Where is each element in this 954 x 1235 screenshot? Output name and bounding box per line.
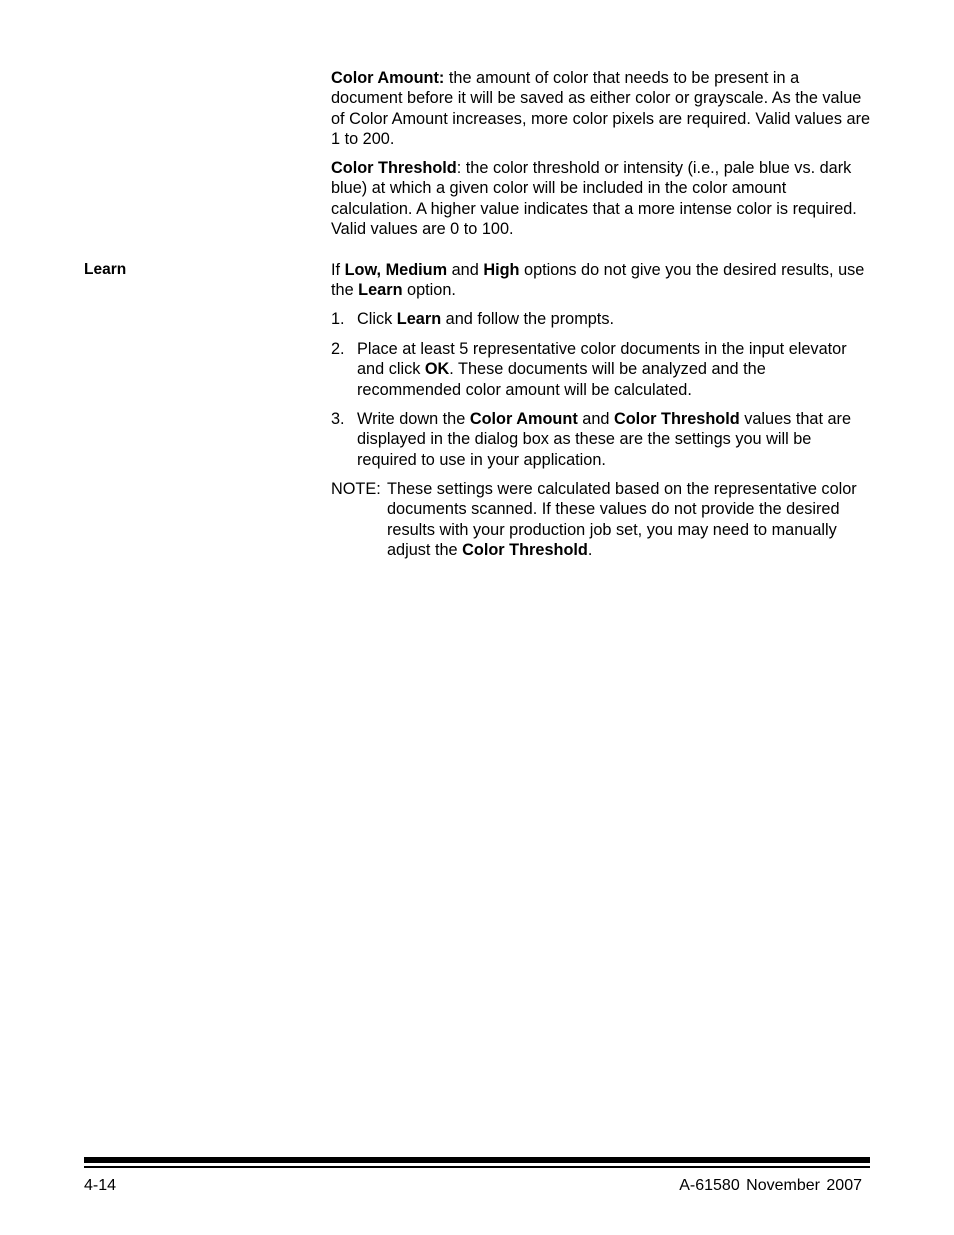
page-number: 4-14	[84, 1177, 117, 1194]
note-bold: Color Threshold	[462, 541, 588, 560]
learn-heading: Learn	[84, 261, 127, 278]
list-item	[331, 409, 871, 470]
color-threshold-paragraph	[331, 158, 871, 240]
step-number: 2.	[331, 340, 345, 358]
learn-step-1	[331, 309, 871, 329]
document-id-date: A-61580 November 2007	[679, 1177, 862, 1194]
color-threshold-definition	[331, 158, 871, 240]
color-threshold-text: : the color threshold or intensity (i.e., pale blue vs. dark blue) at which a given color will be included in the color amount calculation. A higher value indicates that a more intense color is required. Valid values are 0 to 100.	[331, 159, 857, 239]
color-amount-definition	[331, 68, 871, 150]
learn-intro-bold-3: Learn	[358, 281, 403, 300]
learn-intro-text-4: option.	[402, 281, 456, 300]
footer-rule-thick	[84, 1157, 870, 1163]
step-bold: Learn	[396, 310, 442, 328]
note-text-end: .	[587, 541, 593, 560]
color-threshold-term: Color Threshold	[331, 159, 457, 177]
note-paragraph	[331, 479, 871, 561]
step-text: and	[577, 410, 614, 428]
color-amount-text: the amount of color that needs to be present in a document before it will be saved as either color or grayscale. As the value of Color Amount increases, more color pixels are required. Valid values are 1 to 200.	[331, 69, 871, 149]
color-amount-paragraph	[331, 68, 871, 150]
list-item	[331, 309, 871, 329]
step-text: Click	[357, 310, 397, 328]
step-text: Place at least 5 representative color documents in the input elevator and click	[357, 340, 847, 379]
learn-intro-text-3: options do not give you the desired results, use the	[331, 261, 865, 300]
footer-rule-thin	[84, 1166, 870, 1168]
learn-intro-bold-1: Low, Medium	[344, 261, 448, 279]
step-bold: Color Amount	[469, 410, 578, 428]
learn-intro-text-2: and	[447, 261, 484, 279]
learn-intro-text-1: If	[331, 261, 345, 279]
learn-intro-bold-2: High	[483, 261, 520, 279]
step-number: 3.	[331, 410, 345, 428]
step-text: Write down the	[357, 410, 470, 428]
learn-step-3	[331, 409, 871, 470]
step-bold: Color Threshold	[613, 410, 740, 428]
note-label: NOTE:	[331, 480, 381, 498]
learn-intro	[331, 260, 871, 301]
learn-note	[331, 479, 871, 561]
step-text: . These documents will be analyzed and the recommended color amount will be calculated.	[357, 360, 766, 399]
color-amount-term: Color Amount:	[331, 69, 445, 87]
learn-step-2	[331, 339, 871, 400]
step-text: values that are displayed in the dialog box as these are the settings you will be required to use in your application.	[357, 410, 852, 469]
step-bold: OK	[424, 360, 450, 379]
list-item	[331, 339, 871, 400]
step-number: 1.	[331, 310, 345, 328]
step-text: and follow the prompts.	[441, 310, 614, 328]
note-text: These settings were calculated based on the representative color documents scanned. If these values do not provide the desired results with your production job set, you may need to manually adjust the	[387, 480, 857, 560]
learn-intro-paragraph	[331, 260, 871, 301]
